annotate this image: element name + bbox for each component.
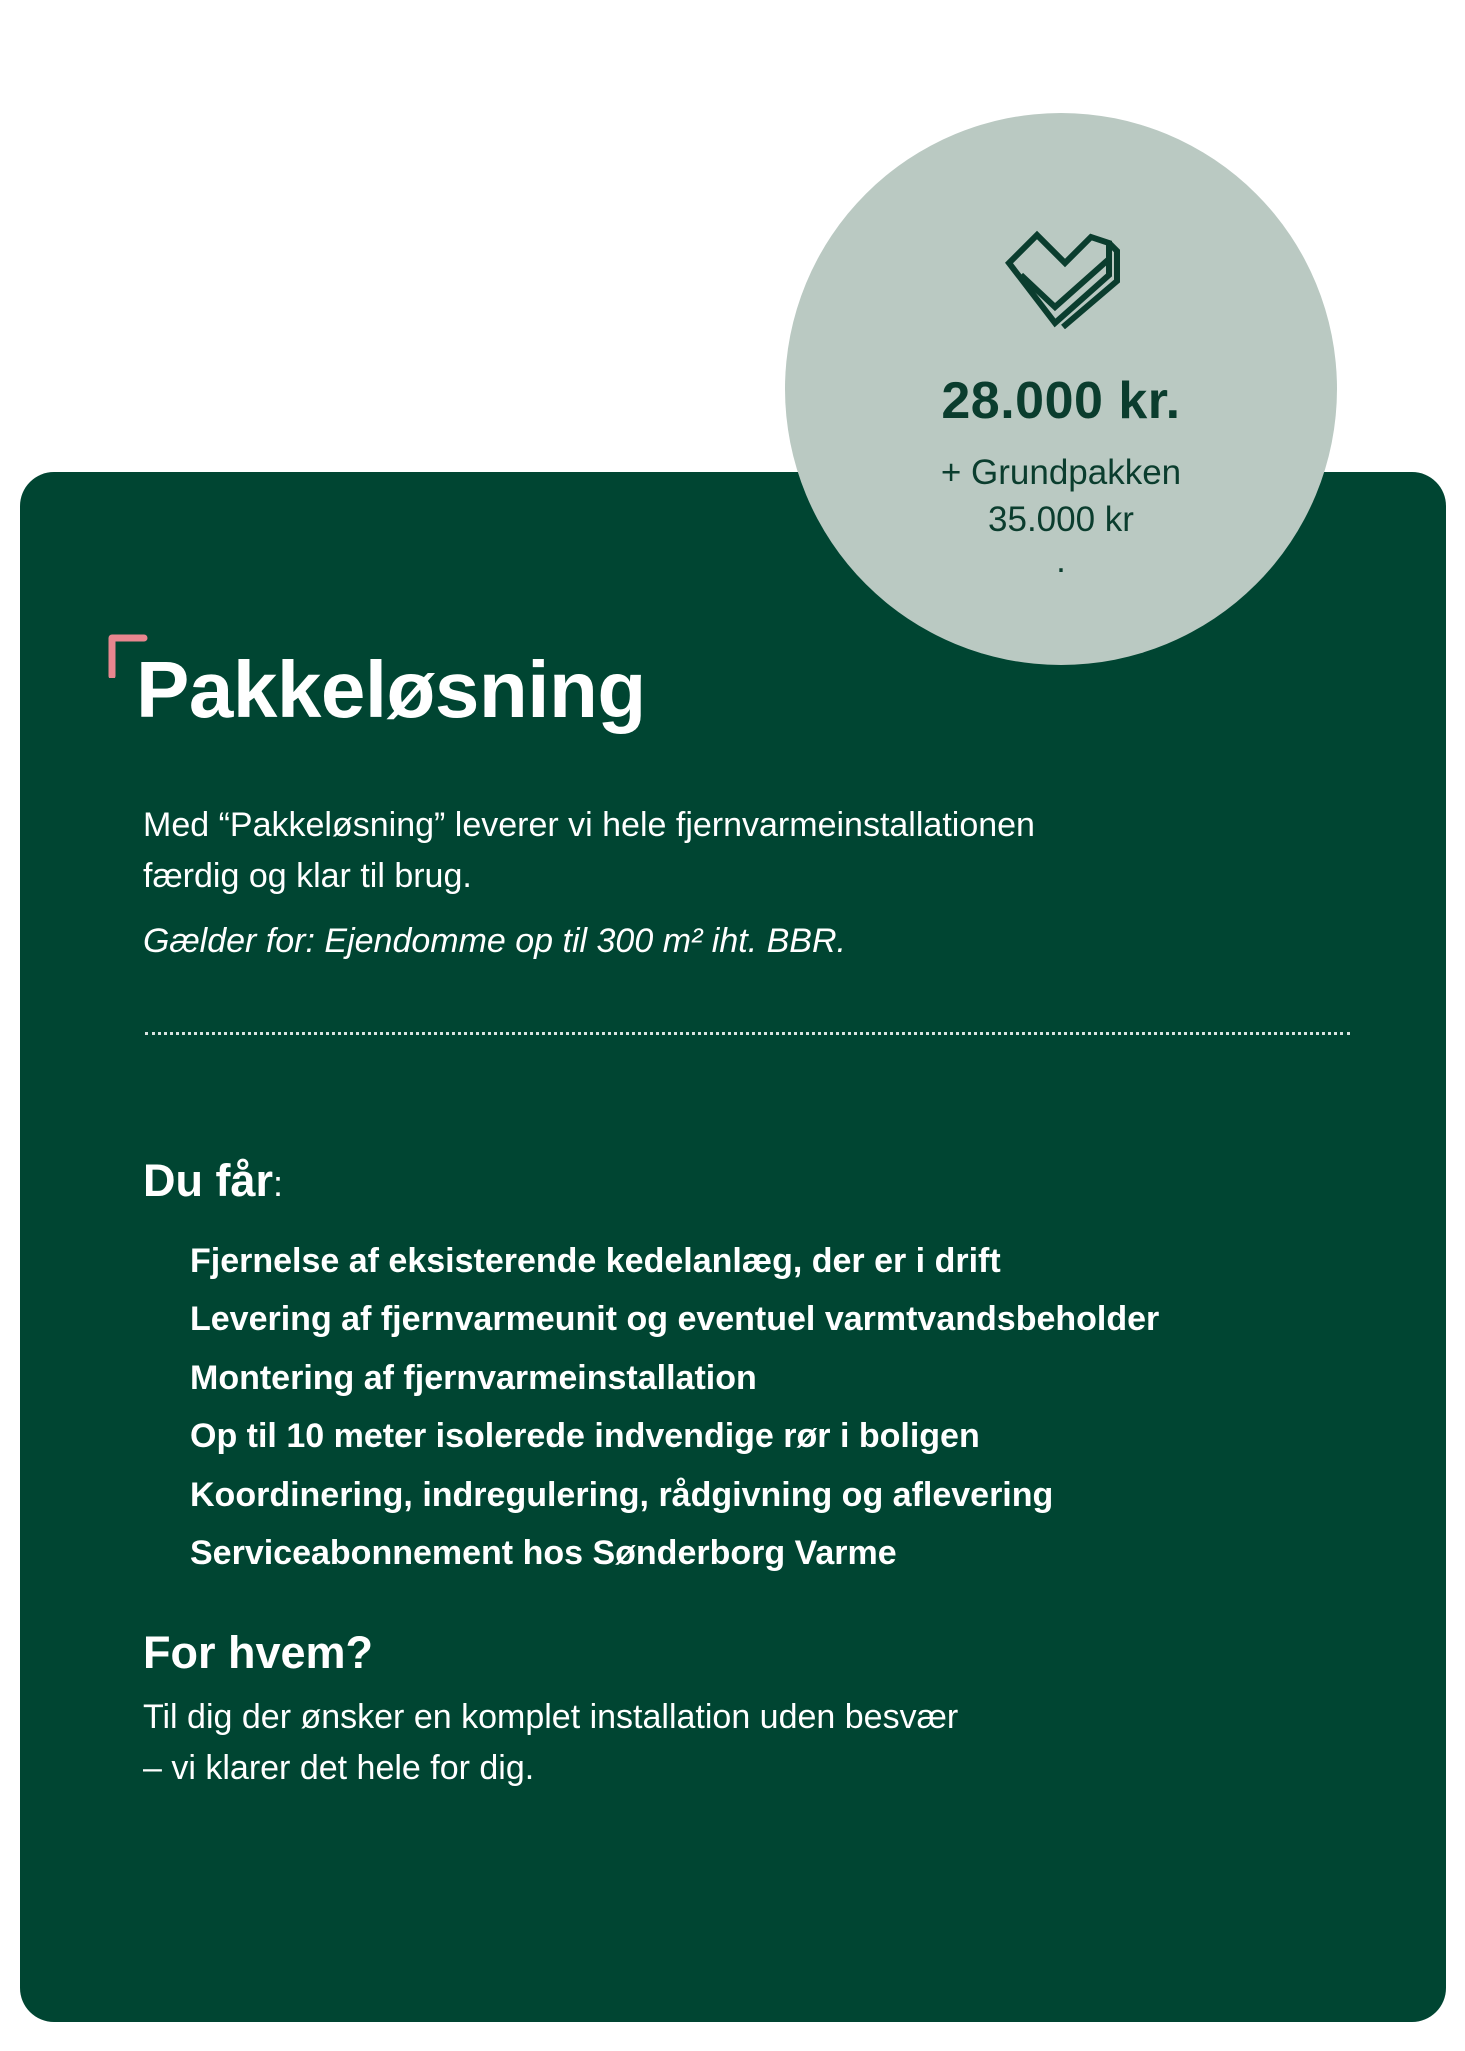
- list-item: Fjernelse af eksisterende kedelanlæg, der er i drift: [190, 1242, 1001, 1280]
- price-addon-label: + Grundpakken: [940, 453, 1182, 492]
- heart-icon: [999, 221, 1123, 329]
- dotted-divider: [145, 1032, 1350, 1035]
- for-whom-heading: For hvem?: [143, 1627, 374, 1678]
- intro-line: færdig og klar til brug.: [143, 857, 472, 895]
- benefits-heading-text: Du får: [143, 1155, 274, 1206]
- list-item: Koordinering, indregulering, rådgivning og aflevering: [190, 1475, 1054, 1514]
- page-title: Pakkeløsning: [136, 645, 646, 734]
- for-whom-line: Til dig der ønsker en komplet installation uden besvær: [143, 1698, 959, 1736]
- price-addon-dot: .: [1056, 541, 1066, 580]
- list-item: Montering af fjernvarmeinstallation: [190, 1358, 757, 1397]
- price-amount: 28.000 kr.: [941, 372, 1181, 430]
- benefits-list: [190, 1232, 1159, 1582]
- price-addon-amount: 35.000 kr: [988, 500, 1134, 539]
- list-item: Levering af fjernvarmeunit og eventuel varmtvandsbeholder: [190, 1300, 1160, 1339]
- price-badge: [785, 113, 1337, 665]
- intro-line: Med “Pakkeløsning” leverer vi hele fjernvarmeinstallationen: [143, 806, 1035, 844]
- applies-to-text: Gælder for: Ejendomme op til 300 m² iht. BBR.: [143, 922, 846, 960]
- for-whom-line: – vi klarer det hele for dig.: [143, 1749, 535, 1787]
- list-item: Op til 10 meter isolerede indvendige rør i boligen: [190, 1417, 980, 1456]
- list-item: Serviceabonnement hos Sønderborg Varme: [190, 1533, 897, 1572]
- intro-text: [143, 800, 1343, 902]
- for-whom-text: [143, 1692, 958, 1794]
- benefits-heading-colon: :: [273, 1163, 284, 1204]
- benefits-heading: [143, 1155, 283, 1207]
